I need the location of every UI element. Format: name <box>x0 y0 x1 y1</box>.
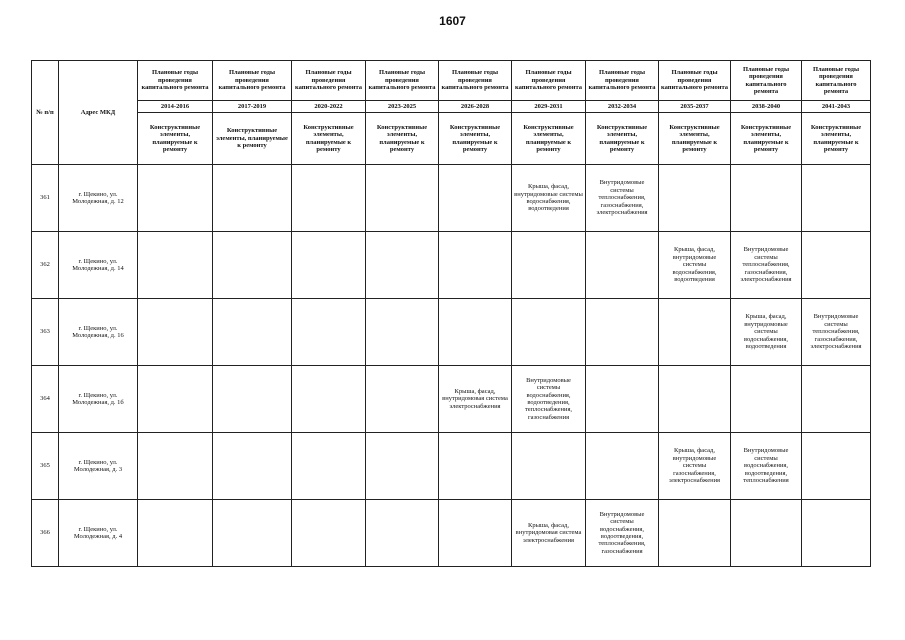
repair-elements-cell <box>802 500 871 567</box>
header-elements: Конструктивные элементы, планируемые к ремонту <box>292 113 366 165</box>
header-years: 2026-2028 <box>439 101 512 113</box>
row-address: г. Щекино, ул. Молодежная, д. 4 <box>59 500 138 567</box>
row-number: 362 <box>32 232 59 299</box>
repair-elements-cell <box>292 299 366 366</box>
repair-elements-cell <box>802 165 871 232</box>
header-row-elements <box>32 113 871 165</box>
repair-elements-cell <box>731 366 802 433</box>
repair-elements-cell <box>659 366 731 433</box>
row-address: г. Щекино, ул. Молодежная, д. 14 <box>59 232 138 299</box>
table-row <box>32 232 871 299</box>
header-period-title: Плановые годы проведения капитального ремонта <box>586 61 659 101</box>
repair-elements-cell <box>213 165 292 232</box>
repair-elements-cell: Крыша, фасад, внутридомовая система электроснабжения <box>512 500 586 567</box>
repair-elements-cell <box>292 165 366 232</box>
page-number: 1607 <box>439 14 466 28</box>
repair-elements-cell: Внутридомовые системы теплоснабжения, газоснабжения, электроснабжения <box>731 232 802 299</box>
repair-elements-cell <box>366 500 439 567</box>
repair-elements-cell <box>366 299 439 366</box>
header-elements: Конструктивные элементы, планируемые к ремонту <box>439 113 512 165</box>
repair-elements-cell: Крыша, фасад, внутридомовые системы водоснабжения, водоотведения <box>731 299 802 366</box>
row-address: г. Щекино, ул. Молодежная, д. 16 <box>59 299 138 366</box>
header-years: 2020-2022 <box>292 101 366 113</box>
header-row-years <box>32 101 871 113</box>
repair-elements-cell <box>138 232 213 299</box>
repair-elements-cell <box>586 366 659 433</box>
row-number: 366 <box>32 500 59 567</box>
header-years: 2029-2031 <box>512 101 586 113</box>
header-period-title: Плановые годы проведения капитального ремонта <box>802 61 871 101</box>
repair-elements-cell <box>138 165 213 232</box>
header-years: 2017-2019 <box>213 101 292 113</box>
header-period-title: Плановые годы проведения капитального ремонта <box>292 61 366 101</box>
header-elements: Конструктивные элементы, планируемые к ремонту <box>731 113 802 165</box>
repair-elements-cell <box>439 299 512 366</box>
repair-elements-cell <box>213 366 292 433</box>
repair-elements-cell <box>802 433 871 500</box>
repair-elements-cell <box>439 165 512 232</box>
row-number: 363 <box>32 299 59 366</box>
repair-elements-cell <box>292 366 366 433</box>
repair-elements-cell <box>366 232 439 299</box>
header-elements: Конструктивные элементы, планируемые к ремонту <box>659 113 731 165</box>
repair-elements-cell <box>586 433 659 500</box>
row-number: 365 <box>32 433 59 500</box>
header-number: № п/п <box>32 61 59 165</box>
repair-elements-cell <box>439 232 512 299</box>
repair-elements-cell <box>213 433 292 500</box>
table-body <box>32 165 871 567</box>
repair-elements-cell <box>213 232 292 299</box>
header-elements: Конструктивные элементы, планируемые к ремонту <box>366 113 439 165</box>
header-years: 2035-2037 <box>659 101 731 113</box>
repair-elements-cell: Крыша, фасад, внутридомовые системы газоснабжения, электроснабжения <box>659 433 731 500</box>
repair-elements-cell <box>586 299 659 366</box>
repair-elements-cell <box>292 500 366 567</box>
repair-elements-cell: Внутридомовые системы теплоснабжения, газоснабжения, электроснабжения <box>586 165 659 232</box>
repair-elements-cell <box>138 366 213 433</box>
header-years: 2023-2025 <box>366 101 439 113</box>
header-elements: Конструктивные элементы, планируемые к ремонту <box>138 113 213 165</box>
repair-elements-cell: Внутридомовые системы теплоснабжения, газоснабжения, электроснабжения <box>802 299 871 366</box>
repair-elements-cell <box>802 232 871 299</box>
row-number: 364 <box>32 366 59 433</box>
repair-elements-cell <box>366 433 439 500</box>
repair-elements-cell: Крыша, фасад, внутридомовые системы водоснабжения, водоотведения <box>659 232 731 299</box>
table-row <box>32 299 871 366</box>
header-years: 2041-2043 <box>802 101 871 113</box>
header-period-title: Плановые годы проведения капитального ремонта <box>659 61 731 101</box>
repair-elements-cell <box>439 500 512 567</box>
repair-elements-cell <box>512 299 586 366</box>
repair-elements-cell <box>512 232 586 299</box>
row-address: г. Щекино, ул. Молодежная, д. 12 <box>59 165 138 232</box>
repair-elements-cell <box>439 433 512 500</box>
repair-elements-cell: Внутридомовые системы водоснабжения, водоотведения, теплоснабжения, газоснабжения <box>512 366 586 433</box>
table-row <box>32 366 871 433</box>
repair-elements-cell <box>366 366 439 433</box>
header-period-title: Плановые годы проведения капитального ремонта <box>512 61 586 101</box>
header-period-title: Плановые годы проведения капитального ремонта <box>213 61 292 101</box>
repair-elements-cell <box>366 165 439 232</box>
repair-elements-cell <box>138 433 213 500</box>
header-address: Адрес МКД <box>59 61 138 165</box>
header-elements: Конструктивные элементы, планируемые к ремонту <box>802 113 871 165</box>
repair-elements-cell <box>213 299 292 366</box>
header-years: 2038-2040 <box>731 101 802 113</box>
repair-elements-cell <box>731 500 802 567</box>
header-years: 2032-2034 <box>586 101 659 113</box>
repair-elements-cell <box>138 299 213 366</box>
header-row-period <box>32 61 871 101</box>
header-period-title: Плановые годы проведения капитального ремонта <box>366 61 439 101</box>
row-address: г. Щекино, ул. Молодежная, д. 3 <box>59 433 138 500</box>
repair-elements-cell <box>659 165 731 232</box>
repair-elements-cell <box>659 299 731 366</box>
capital-repair-schedule-table <box>31 60 871 567</box>
table-row <box>32 433 871 500</box>
repair-elements-cell <box>138 500 213 567</box>
repair-elements-cell <box>213 500 292 567</box>
repair-elements-cell <box>586 232 659 299</box>
repair-elements-cell: Крыша, фасад, внутридомовые системы водоснабжения, водоотведения <box>512 165 586 232</box>
header-elements: Конструктивные элементы, планируемые к ремонту <box>213 113 292 165</box>
repair-elements-cell: Крыша, фасад, внутридомовая система электроснабжения <box>439 366 512 433</box>
repair-elements-cell <box>802 366 871 433</box>
header-period-title: Плановые годы проведения капитального ремонта <box>439 61 512 101</box>
repair-elements-cell <box>512 433 586 500</box>
repair-elements-cell <box>659 500 731 567</box>
row-number: 361 <box>32 165 59 232</box>
repair-elements-cell <box>731 165 802 232</box>
repair-elements-cell: Внутридомовые системы водоснабжения, водоотведения, теплоснабжения, газоснабжения <box>586 500 659 567</box>
repair-elements-cell <box>292 232 366 299</box>
repair-elements-cell: Внутридомовые системы водоснабжения, водоотведения, теплоснабжения <box>731 433 802 500</box>
table-row <box>32 500 871 567</box>
header-years: 2014-2016 <box>138 101 213 113</box>
header-period-title: Плановые годы проведения капитального ремонта <box>138 61 213 101</box>
repair-elements-cell <box>292 433 366 500</box>
header-elements: Конструктивные элементы, планируемые к ремонту <box>586 113 659 165</box>
row-address: г. Щекино, ул. Молодежная, д. 1б <box>59 366 138 433</box>
table-row <box>32 165 871 232</box>
header-period-title: Плановые годы проведения капитального ремонта <box>731 61 802 101</box>
header-elements: Конструктивные элементы, планируемые к ремонту <box>512 113 586 165</box>
